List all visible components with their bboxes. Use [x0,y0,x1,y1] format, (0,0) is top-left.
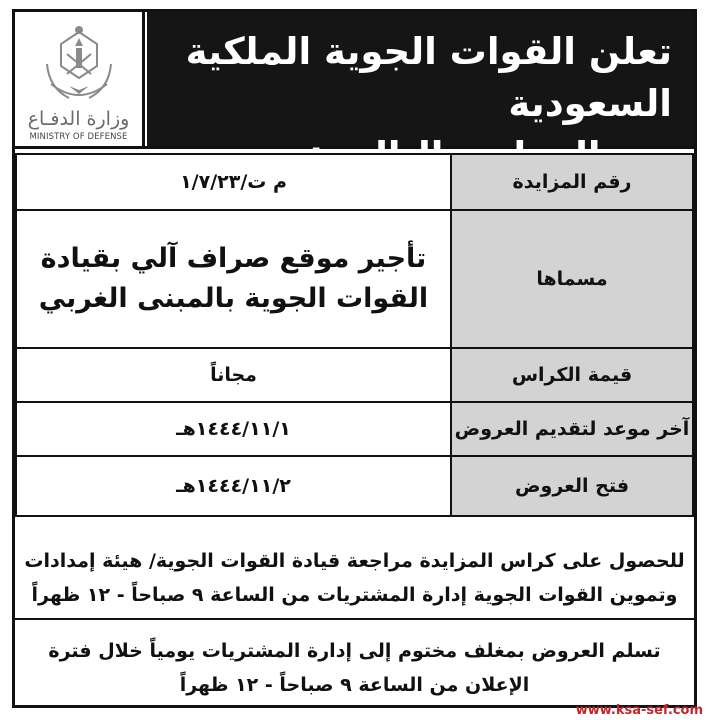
title-banner [147,12,694,146]
booklet-note-line-1: للحصول على كراس المزايدة مراجعة قيادة القوات الجوية/ هيئة إمدادات [24,550,685,572]
value-bid-opening: ١٤٤٤/١١/٢هـ [16,456,451,516]
value-auction-number: م ت/١/٧/٢٣ [16,154,451,210]
booklet-note [15,532,694,620]
label-booklet-price: قيمة الكراس [451,348,693,402]
table-row [16,456,693,516]
table-row [16,154,693,210]
submission-note [15,622,694,708]
submission-note-line-1: تسلم العروض بمغلف مختوم إلى إدارة المشتريات يومياً خلال فترة [48,640,661,662]
label-bid-opening: فتح العروض [451,456,693,516]
auction-name-line-1: تأجير موقع صراف آلي بقيادة [40,243,427,274]
ministry-english-name: MINISTRY OF DEFENSE [29,132,128,142]
label-submission-deadline: آخر موعد لتقديم العروض [451,402,693,456]
announcement-frame [12,9,697,708]
auction-name-line-2: القوات الجوية بالمبنى الغربي [38,283,429,314]
auction-details-table [15,153,694,517]
label-auction-number: رقم المزايدة [451,154,693,210]
table-row [16,402,693,456]
ministry-arabic-name: وزارة الدفـاع [27,108,130,130]
value-submission-deadline: ١٤٤٤/١١/١هـ [16,402,451,456]
header [15,12,694,149]
table-row [16,210,693,348]
value-booklet-price: مجاناً [16,348,451,402]
label-auction-name: مسماها [451,210,693,348]
booklet-note-line-2: وتموين القوات الجوية إدارة المشتريات من الساعة ٩ صباحاً - ١٢ ظهراً [31,584,678,606]
ministry-logo [15,12,145,146]
source-url: www.ksa-sef.com [575,703,703,718]
submission-note-line-2: الإعلان من الساعة ٩ صباحاً - ١٢ ظهراً [179,674,530,696]
value-auction-name [16,210,451,348]
title-line-1: تعلن القوات الجوية الملكية السعودية [185,30,672,125]
table-row [16,348,693,402]
emblem-icon [39,24,119,108]
